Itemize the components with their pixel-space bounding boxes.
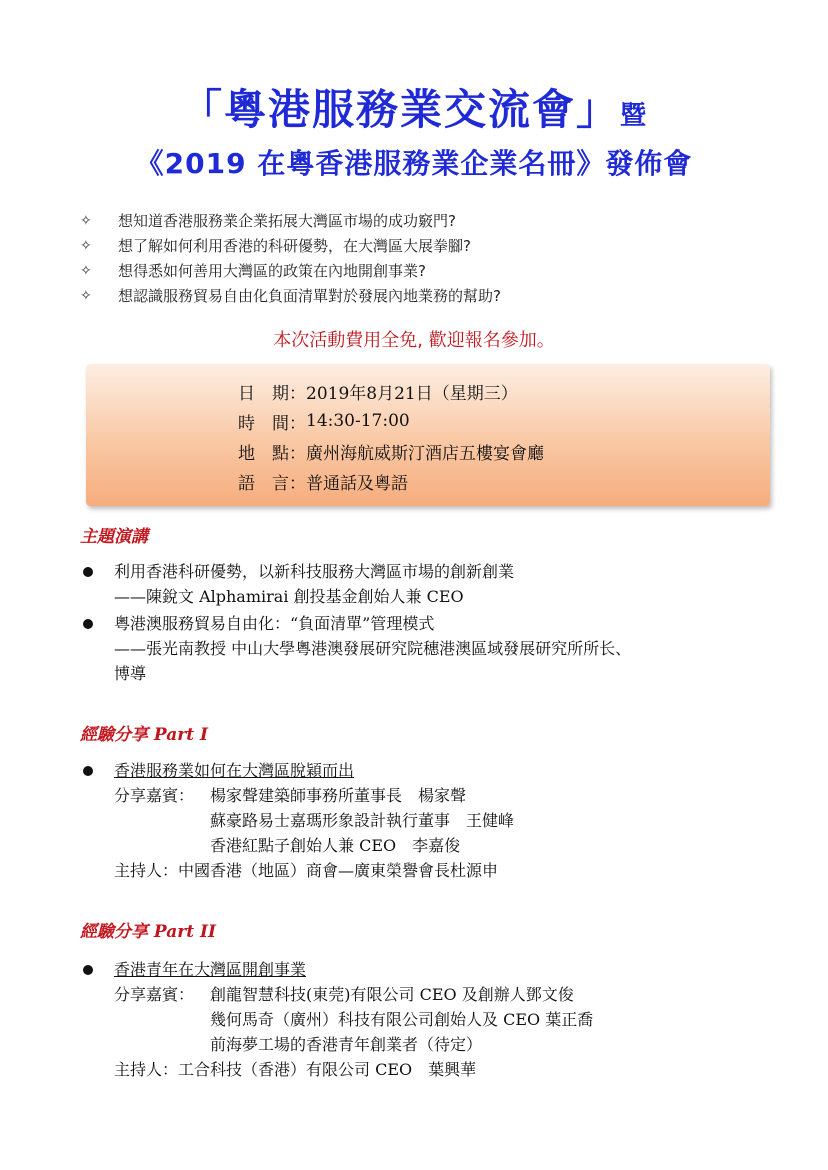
- part1-heading: 經驗分享 Part I: [80, 725, 208, 745]
- question-item: [80, 233, 780, 258]
- question-list: [80, 208, 780, 308]
- event-venue-value: 廣州海航威斯汀酒店五樓宴會廳: [306, 443, 544, 464]
- part2-guests-label: 分享嘉賓：: [114, 985, 195, 1004]
- event-venue-label: 地 點：: [238, 443, 306, 464]
- bullet-dot-icon: [83, 619, 93, 629]
- part1-guest: 香港紅點子創始人兼 CEO 李嘉俊: [210, 836, 461, 855]
- part1-guest-row: [114, 783, 780, 808]
- question-text: 想了解如何利用香港的科研優勢，在大灣區大展拳腳?: [118, 237, 471, 255]
- part2-guest-row: [114, 1007, 780, 1032]
- keynote-item: [80, 611, 780, 686]
- event-title-main: 「粵港服務業交流會」: [179, 85, 620, 134]
- keynote-speaker-continued: 博導: [114, 664, 147, 683]
- bullet-dot-icon: [83, 567, 93, 577]
- part1-session: [80, 758, 780, 883]
- event-language-row: [238, 466, 408, 496]
- part2-heading: 經驗分享 Part II: [80, 922, 216, 942]
- event-language-label: 語 言：: [238, 473, 306, 494]
- event-title-suffix: 暨: [620, 101, 649, 131]
- part1-guest-row: [114, 833, 780, 858]
- question-text: 想認識服務貿易自由化負面清單對於發展內地業務的幫助?: [118, 287, 501, 305]
- free-admission-notice: 本次活動費用全免, 歡迎報名參加。: [273, 330, 555, 351]
- part2-guest-row: [114, 982, 780, 1007]
- bullet-dot-icon: [83, 766, 93, 776]
- part2-host-label: 主持人：: [114, 1060, 179, 1079]
- keynote-speaker: ——陳銳文 Alphamirai 創投基金創始人兼 CEO: [114, 587, 464, 606]
- sparkle-bullet-icon: ✧: [80, 237, 92, 254]
- event-time-row: [238, 406, 410, 436]
- event-time-value: 14:30-17:00: [306, 411, 410, 431]
- question-text: 想得悉如何善用大灣區的政策在內地開創事業?: [118, 262, 426, 280]
- event-date-value: 2019年8月21日（星期三）: [306, 383, 518, 404]
- question-item: [80, 283, 780, 308]
- part2-session: [80, 957, 780, 1082]
- keynote-title: 粵港澳服務貿易自由化：“負面清單”管理模式: [114, 614, 435, 633]
- bullet-dot-icon: [83, 965, 93, 975]
- event-title: [0, 82, 828, 144]
- part1-guest: 楊家聲建築師事務所董事長 楊家聲: [210, 786, 467, 805]
- part1-guest: 蘇豪路易士嘉瑪形象設計執行董事 王健峰: [210, 811, 515, 830]
- part2-guest: 幾何馬奇（廣州）科技有限公司創始人及 CEO 葉正喬: [210, 1010, 594, 1029]
- part2-host-row: [114, 1057, 780, 1082]
- sparkle-bullet-icon: ✧: [80, 212, 92, 229]
- event-date-label: 日 期：: [238, 383, 306, 404]
- question-text: 想知道香港服務業企業拓展大灣區市場的成功竅門?: [118, 212, 456, 230]
- question-item: [80, 258, 780, 283]
- part2-host: 工合科技（香港）有限公司 CEO 葉興華: [178, 1060, 477, 1079]
- sparkle-bullet-icon: ✧: [80, 287, 92, 304]
- keynote-item: [80, 559, 780, 609]
- part2-guest: 前海夢工場的香港青年創業者（待定）: [210, 1035, 483, 1054]
- event-language-value: 普通話及粵語: [306, 473, 408, 494]
- keynote-heading: 主題演講: [80, 527, 148, 547]
- event-date-row: [238, 376, 518, 406]
- keynote-speaker: ——張光南教授 中山大學粵港澳發展研究院穗港澳區域發展研究所所长、: [114, 639, 632, 658]
- part2-guest-row: [114, 1032, 780, 1057]
- sparkle-bullet-icon: ✧: [80, 262, 92, 279]
- part1-guests-label: 分享嘉賓：: [114, 786, 195, 805]
- part1-host: 中國香港（地區）商會—廣東榮譽會長杜源申: [178, 861, 499, 880]
- part2-guest: 創龍智慧科技(東莞)有限公司 CEO 及創辦人鄧文俊: [210, 985, 574, 1004]
- part1-guest-row: [114, 808, 780, 833]
- event-time-label: 時 間：: [238, 413, 306, 434]
- event-venue-row: [238, 436, 544, 466]
- event-info-box: [86, 364, 770, 506]
- part1-host-label: 主持人：: [114, 861, 179, 880]
- event-subtitle: 《2019 在粵香港服務業企業名冊》發佈會: [135, 147, 693, 180]
- keynote-title: 利用香港科研優勢，以新科技服務大灣區市場的創新創業: [114, 562, 515, 581]
- question-item: [80, 208, 780, 233]
- part1-host-row: [114, 858, 780, 883]
- part2-topic: 香港青年在大灣區開創事業: [114, 960, 307, 979]
- part1-topic: 香港服務業如何在大灣區脫穎而出: [114, 761, 355, 780]
